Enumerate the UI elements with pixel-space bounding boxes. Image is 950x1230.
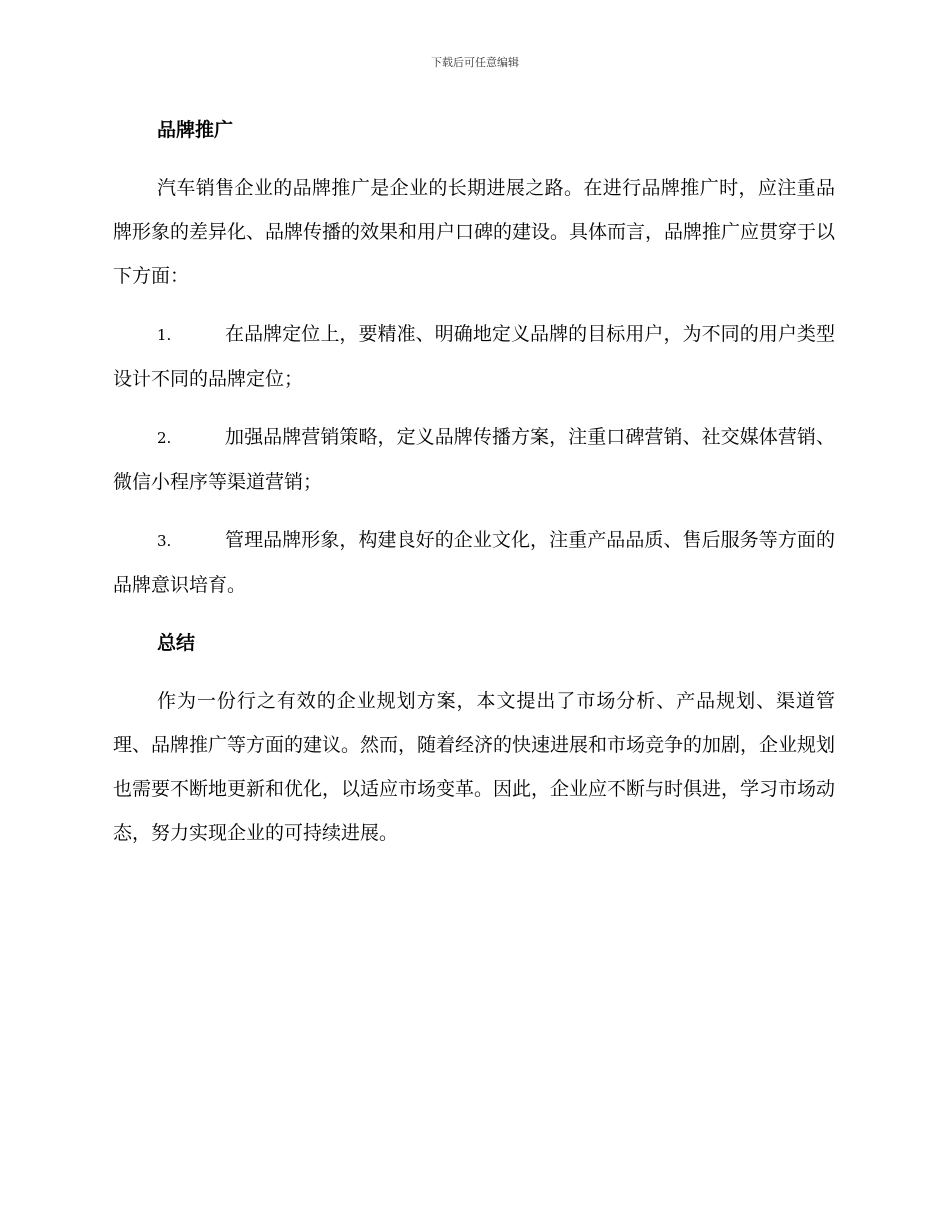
brand-intro-paragraph: 汽车销售企业的品牌推广是企业的长期进展之路。在进行品牌推广时，应注重品牌形象的差异化、品牌传播的效果和用户口碑的建设。具体而言，品牌推广应贯穿于以下方面： [113, 177, 836, 287]
section-heading-summary: 总结 [157, 632, 196, 654]
list-item-number: 2. [157, 429, 172, 447]
list-item-text: 管理品牌形象，构建良好的企业文化，注重产品品质、售后服务等方面的品牌意识培育。 [113, 529, 835, 596]
spacer [113, 607, 835, 621]
list-item-text: 加强品牌营销策略，定义品牌传播方案，注重口碑营销、社交媒体营销、微信小程序等渠道营销； [113, 426, 835, 493]
section-heading-brand: 品牌推广 [157, 119, 234, 141]
list-item-number: 3. [157, 532, 172, 550]
spacer [113, 504, 835, 518]
spacer [113, 401, 835, 415]
list-item-number: 1. [157, 326, 172, 344]
header-note: 下载后可任意编辑 [431, 56, 519, 69]
spacer [113, 298, 835, 312]
list-item-text: 在品牌定位上，要精准、明确地定义品牌的目标用户，为不同的用户类型设计不同的品牌定位； [113, 323, 835, 390]
summary-paragraph: 作为一份行之有效的企业规划方案，本文提出了市场分析、产品规划、渠道管理、品牌推广等方面的建议。然而，随着经济的快速进展和市场竞争的加剧，企业规划也需要不断地更新和优化，以适应市场变革。因此，企业应不断与时俱进，学习市场动态，努力实现企业的可持续进展。 [113, 690, 836, 844]
document-body [113, 108, 835, 855]
list-item [113, 415, 835, 504]
spacer [113, 152, 835, 166]
list-item [113, 312, 835, 401]
list-item [113, 518, 835, 607]
spacer [113, 665, 835, 679]
